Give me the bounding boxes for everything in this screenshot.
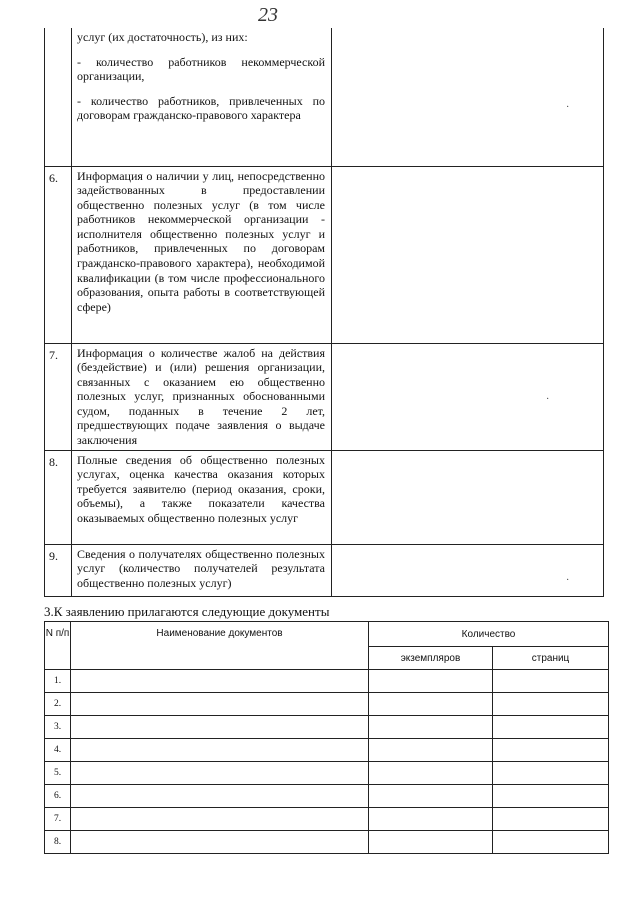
copies-cell[interactable] <box>369 739 493 762</box>
copies-cell[interactable] <box>369 670 493 693</box>
document-name-cell[interactable] <box>71 670 369 693</box>
header-number: N п/п <box>45 622 71 670</box>
row-description <box>72 166 332 343</box>
document-name-cell[interactable] <box>71 693 369 716</box>
table-row <box>45 808 609 831</box>
document-name-cell[interactable] <box>71 785 369 808</box>
row-number <box>45 28 72 166</box>
scan-speck: · <box>546 393 550 405</box>
pages-cell[interactable] <box>493 808 609 831</box>
document-name-cell[interactable] <box>71 808 369 831</box>
row-number: 5. <box>45 762 71 785</box>
document-name-cell[interactable] <box>71 762 369 785</box>
document-name-cell[interactable] <box>71 739 369 762</box>
document-name-cell[interactable] <box>71 716 369 739</box>
table-row <box>45 739 609 762</box>
header-document-name: Наименование документов <box>71 622 369 670</box>
pages-cell[interactable] <box>493 762 609 785</box>
table-row <box>45 343 604 450</box>
copies-cell[interactable] <box>369 785 493 808</box>
document-name-cell[interactable] <box>71 831 369 854</box>
description-paragraph: Сведения о получателях общественно полезных услуг (количество получателей результата общественно полезных услуг) <box>77 546 325 590</box>
row-value[interactable] <box>332 343 604 450</box>
row-number: 8. <box>45 831 71 854</box>
table-row <box>45 166 604 343</box>
row-number: 9. <box>45 544 72 596</box>
table-row <box>45 785 609 808</box>
description-paragraph: Информация о количестве жалоб на действия (бездействие) и (или) решения организации, связанных с оказанием ею общественно полезных услуг, признанных обоснованными судом, поданных в течение 2 лет, предшествующих подаче заявления о выдаче заключения <box>77 345 325 448</box>
row-value[interactable] <box>332 544 604 596</box>
copies-cell[interactable] <box>369 831 493 854</box>
description-paragraph: - количество работников, привлеченных по договорам гражданско-правового характера <box>77 93 325 123</box>
table-row <box>45 831 609 854</box>
header-row <box>45 622 609 647</box>
table-row <box>45 716 609 739</box>
copies-cell[interactable] <box>369 808 493 831</box>
row-value[interactable] <box>332 450 604 544</box>
table-row <box>45 693 609 716</box>
copies-cell[interactable] <box>369 693 493 716</box>
pages-cell[interactable] <box>493 831 609 854</box>
copies-cell[interactable] <box>369 762 493 785</box>
row-description <box>72 343 332 450</box>
row-number: 2. <box>45 693 71 716</box>
row-number: 1. <box>45 670 71 693</box>
row-number: 6. <box>45 166 72 343</box>
documents-table <box>44 621 609 854</box>
documents-caption: 3.К заявлению прилагаются следующие документы <box>44 604 330 619</box>
description-paragraph: Полные сведения об общественно полезных услугах, оценка качества оказания которых требуется заявителю (период оказания, сроки, объемы), а также показатели качества оказываемых общественно полезных услуг <box>77 452 325 526</box>
page-number: 23 <box>258 4 278 26</box>
scan-speck: · <box>566 574 570 586</box>
table-row <box>45 450 604 544</box>
information-table <box>44 28 604 597</box>
scan-speck: · <box>566 102 570 113</box>
header-pages: страниц <box>493 647 609 670</box>
table-row <box>45 544 604 596</box>
copies-cell[interactable] <box>369 716 493 739</box>
table-row <box>45 28 604 166</box>
table-row <box>45 762 609 785</box>
row-number: 8. <box>45 450 72 544</box>
row-number: 7. <box>45 343 72 450</box>
row-number: 3. <box>45 716 71 739</box>
row-number: 4. <box>45 739 71 762</box>
pages-cell[interactable] <box>493 693 609 716</box>
description-paragraph: Информация о наличии у лиц, непосредственно задействованных в предоставлении общественно полезных услуг (в том числе работников некоммерческой организации - исполнителя общественно полезных услуг и работников, привлеченных по договорам гражданско-правового характера), необходимой квалификации (в том числе профессионального образования, опыта работы в соответствующей сфере) <box>77 168 325 314</box>
row-description <box>72 544 332 596</box>
row-description <box>72 450 332 544</box>
description-paragraph: услуг (их достаточность), из них: <box>77 30 248 44</box>
pages-cell[interactable] <box>493 739 609 762</box>
header-copies: экземпляров <box>369 647 493 670</box>
table-row <box>45 670 609 693</box>
row-number: 7. <box>45 808 71 831</box>
pages-cell[interactable] <box>493 670 609 693</box>
header-quantity: Количество <box>369 622 609 647</box>
row-value[interactable] <box>332 28 604 166</box>
description-paragraph: - количество работников некоммерческой организации, <box>77 54 325 84</box>
pages-cell[interactable] <box>493 716 609 739</box>
row-value[interactable] <box>332 166 604 343</box>
row-number: 6. <box>45 785 71 808</box>
pages-cell[interactable] <box>493 785 609 808</box>
row-description <box>72 28 332 166</box>
